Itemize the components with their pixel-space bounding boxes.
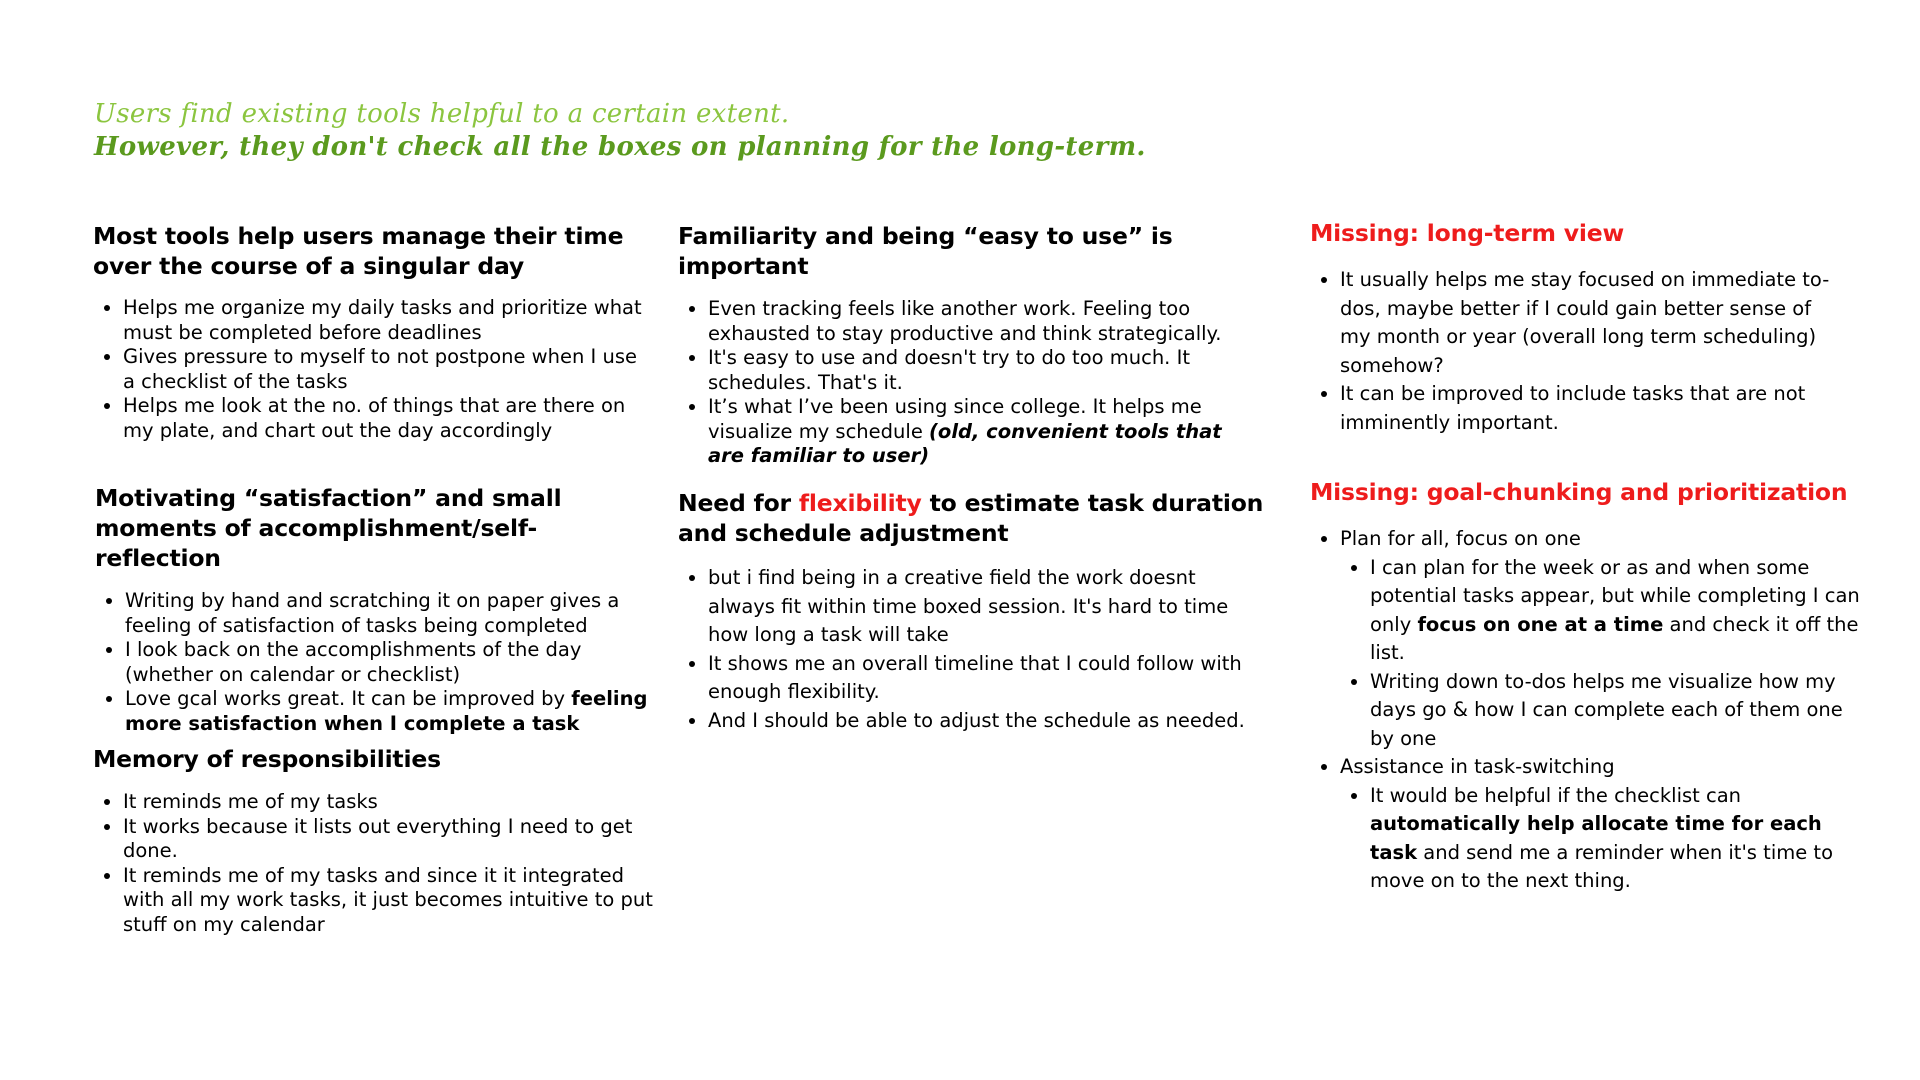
emphasis-text: focus on one at a time [1417, 612, 1664, 636]
sub-list-item [1370, 554, 1870, 668]
bullet-list [678, 564, 1268, 735]
list-item: • Writing by hand and scratching it on paper gives a feeling of satisfaction of tasks being completed [125, 589, 655, 638]
list-item: • It reminds me of my tasks and since it it integrated with all my work tasks, it just becomes intuitive to put stuff on my calendar [123, 864, 653, 938]
list-item [708, 395, 1238, 469]
section-familiarity [678, 221, 1238, 469]
section-title [678, 488, 1268, 548]
section-title: Missing: goal-chunking and prioritization [1310, 478, 1848, 506]
list-item-text: I can plan for the week or as and when some potential tasks appear, but while completing I can only [1370, 555, 1860, 636]
bullet-list [95, 589, 655, 736]
list-item: • I look back on the accomplishments of the day (whether on calendar or checklist) [125, 638, 655, 687]
section-title: Motivating “satisfaction” and small moments of accomplishment/self-reflection [95, 484, 562, 572]
list-item [125, 687, 655, 736]
list-item: • It's easy to use and doesn't try to do too much. It schedules. That's it. [708, 346, 1238, 395]
list-item: • but i find being in a creative field the work doesnt always fit within time boxed session. It's hard to time how long a task will take [708, 564, 1268, 650]
list-item: • And I should be able to adjust the schedule as needed. [708, 707, 1268, 736]
list-item-text: Plan for all, focus on one [1340, 527, 1581, 550]
list-item: • Helps me look at the no. of things that are there on my plate, and chart out the day accordingly [123, 394, 653, 443]
bullet-list [93, 790, 653, 937]
sub-bullet-list [1340, 782, 1870, 896]
title-prefix: Need for [678, 489, 799, 517]
list-item-text: Love gcal works great. It can be improved by [125, 687, 572, 710]
section-satisfaction [95, 483, 655, 736]
list-item [1340, 753, 1870, 896]
section-single-day-tools [93, 221, 653, 443]
list-item-text: It would be helpful if the checklist can [1370, 783, 1742, 807]
section-title: Memory of responsibilities [93, 745, 441, 773]
sub-list-item: • Writing down to-dos helps me visualize how my days go & how I can complete each of them one by one [1370, 668, 1870, 754]
bullet-list [93, 296, 653, 443]
title-suffix: to estimate task duration and schedule adjustment [678, 489, 1264, 547]
section-goal-chunking [1310, 477, 1870, 896]
list-item-text: and check it off the list. [1370, 612, 1859, 664]
sub-bullet-list [1340, 554, 1870, 754]
list-item: • It works because it lists out everything I need to get done. [123, 815, 653, 864]
bullet-list [678, 297, 1238, 469]
emphasis-text: feeling more satisfaction when I complete a task [125, 687, 648, 735]
section-title: Missing: long-term view [1310, 219, 1624, 247]
headline-line-1: Users find existing tools helpful to a certain extent. [94, 99, 790, 129]
emphasis-text: automatically help allocate time for each task [1370, 812, 1822, 864]
list-item: • It reminds me of my tasks [123, 790, 653, 815]
list-item [1340, 525, 1870, 753]
section-flexibility [678, 488, 1268, 735]
emphasis-text: (old, convenient tools that are familiar to user) [708, 419, 1222, 467]
sub-list-item [1370, 782, 1870, 896]
bullet-list [1310, 525, 1870, 896]
list-item: • Gives pressure to myself to not postpone when I use a checklist of the tasks [123, 345, 653, 394]
list-item: • It shows me an overall timeline that I could follow with enough flexibility. [708, 650, 1268, 707]
title-highlight: flexibility [798, 489, 922, 517]
list-item-text: Assistance in task-switching [1340, 755, 1615, 778]
list-item: • Even tracking feels like another work. Feeling too exhausted to stay productive and think strategically. [708, 297, 1238, 346]
section-memory [93, 744, 653, 937]
list-item-text: and send me a reminder when it's time to move on to the next thing. [1370, 840, 1833, 892]
headline [94, 98, 1146, 164]
bullet-list [1310, 266, 1840, 437]
section-title: Familiarity and being “easy to use” is important [678, 222, 1173, 280]
section-long-term-view [1310, 218, 1870, 437]
section-title: Most tools help users manage their time over the course of a singular day [93, 222, 624, 280]
headline-line-2: However, they don't check all the boxes on planning for the long-term. [94, 132, 1146, 162]
list-item: • It can be improved to include tasks that are not imminently important. [1340, 380, 1840, 437]
list-item: • Helps me organize my daily tasks and prioritize what must be completed before deadlines [123, 296, 653, 345]
list-item-text: It’s what I’ve been using since college. It helps me visualize my schedule [708, 395, 1202, 443]
list-item: • It usually helps me stay focused on immediate to-dos, maybe better if I could gain better sense of my month or year (overall long term scheduling) somehow? [1340, 266, 1840, 380]
